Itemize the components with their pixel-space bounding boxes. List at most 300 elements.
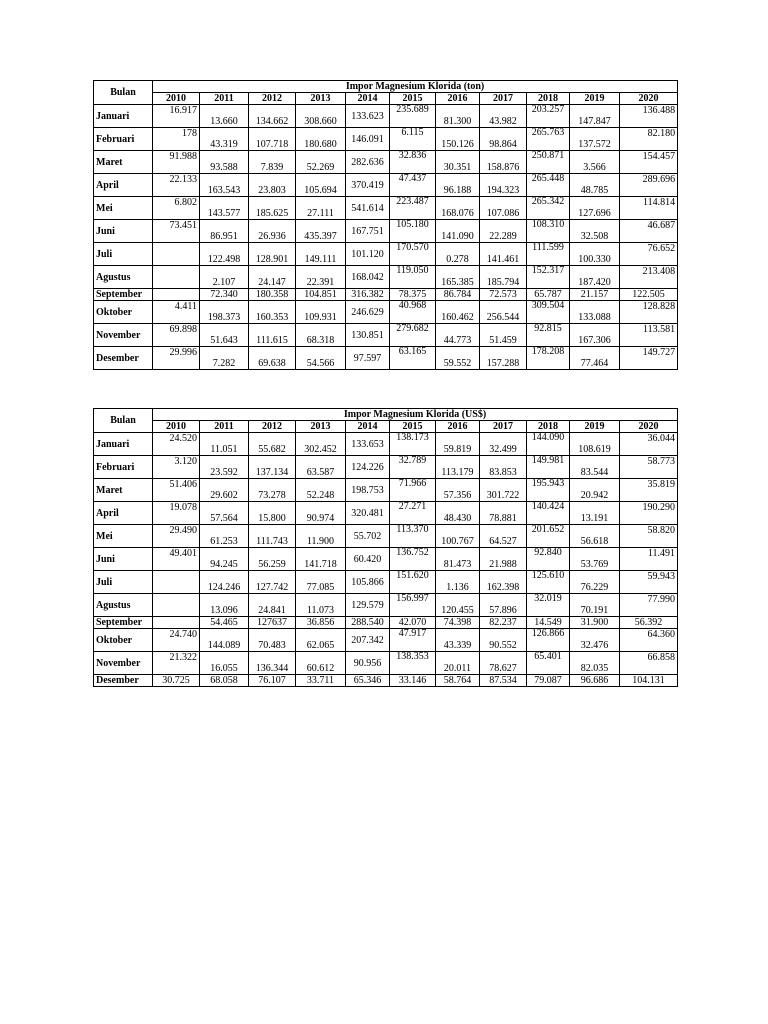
value-cell: 114.814 bbox=[620, 197, 678, 220]
value-cell: 76.107 bbox=[249, 675, 296, 687]
value-cell: 49.401 bbox=[153, 548, 200, 571]
table-row bbox=[94, 525, 678, 548]
value-cell: 119.050 bbox=[390, 266, 436, 289]
month-label: Februari bbox=[94, 128, 153, 151]
value-cell: 127.742 bbox=[249, 571, 296, 594]
value-cell: 122.505 bbox=[620, 289, 678, 301]
value-cell: 136.488 bbox=[620, 105, 678, 128]
month-label: Maret bbox=[94, 151, 153, 174]
value-cell: 6.802 bbox=[153, 197, 200, 220]
year-header: 2011 bbox=[200, 93, 249, 105]
value-cell: 33.711 bbox=[296, 675, 346, 687]
value-cell: 288.540 bbox=[346, 617, 390, 629]
value-cell: 55.702 bbox=[346, 525, 390, 548]
value-cell: 76.652 bbox=[620, 243, 678, 266]
value-cell: 92.840 bbox=[527, 548, 570, 571]
value-cell: 140.424 bbox=[527, 502, 570, 525]
value-cell: 11.073 bbox=[296, 594, 346, 617]
value-cell: 59.943 bbox=[620, 571, 678, 594]
value-cell: 149.111 bbox=[296, 243, 346, 266]
value-cell: 13.096 bbox=[200, 594, 249, 617]
value-cell: 167.751 bbox=[346, 220, 390, 243]
value-cell: 86.951 bbox=[200, 220, 249, 243]
value-cell: 63.165 bbox=[390, 347, 436, 370]
value-cell: 129.579 bbox=[346, 594, 390, 617]
value-cell: 11.491 bbox=[620, 548, 678, 571]
value-cell: 70.191 bbox=[570, 594, 620, 617]
value-cell: 66.858 bbox=[620, 652, 678, 675]
value-cell bbox=[153, 617, 200, 629]
month-label: Mei bbox=[94, 197, 153, 220]
value-cell: 27.111 bbox=[296, 197, 346, 220]
value-cell: 133.623 bbox=[346, 105, 390, 128]
value-cell: 13.660 bbox=[200, 105, 249, 128]
value-cell: 154.457 bbox=[620, 151, 678, 174]
month-label: Juni bbox=[94, 548, 153, 571]
year-header: 2015 bbox=[390, 93, 436, 105]
value-cell: 3.120 bbox=[153, 456, 200, 479]
table-row bbox=[94, 289, 678, 301]
year-header: 2014 bbox=[346, 93, 390, 105]
value-cell: 87.534 bbox=[480, 675, 527, 687]
value-cell: 301.722 bbox=[480, 479, 527, 502]
value-cell: 104.851 bbox=[296, 289, 346, 301]
table-row bbox=[94, 548, 678, 571]
year-header: 2012 bbox=[249, 421, 296, 433]
table-row bbox=[94, 675, 678, 687]
table-title: Impor Magnesium Klorida (US$) bbox=[153, 409, 678, 421]
value-cell: 58.773 bbox=[620, 456, 678, 479]
value-cell: 91.988 bbox=[153, 151, 200, 174]
value-cell: 0.278 bbox=[436, 243, 480, 266]
month-label: Juni bbox=[94, 220, 153, 243]
value-cell: 76.229 bbox=[570, 571, 620, 594]
value-cell: 56.392 bbox=[620, 617, 678, 629]
value-cell: 198.753 bbox=[346, 479, 390, 502]
month-label: April bbox=[94, 502, 153, 525]
value-cell: 92.815 bbox=[527, 324, 570, 347]
value-cell: 105.866 bbox=[346, 571, 390, 594]
usd-table bbox=[93, 408, 678, 687]
value-cell: 250.871 bbox=[527, 151, 570, 174]
value-cell bbox=[153, 571, 200, 594]
value-cell: 124.246 bbox=[200, 571, 249, 594]
value-cell: 147.847 bbox=[570, 105, 620, 128]
year-header: 2020 bbox=[620, 93, 678, 105]
value-cell: 107.718 bbox=[249, 128, 296, 151]
value-cell: 108.619 bbox=[570, 433, 620, 456]
table-row bbox=[94, 617, 678, 629]
value-cell: 52.248 bbox=[296, 479, 346, 502]
value-cell: 32.789 bbox=[390, 456, 436, 479]
value-cell: 77.085 bbox=[296, 571, 346, 594]
value-cell: 541.614 bbox=[346, 197, 390, 220]
table-row bbox=[94, 433, 678, 456]
value-cell: 107.086 bbox=[480, 197, 527, 220]
month-label: Agustus bbox=[94, 594, 153, 617]
value-cell: 65.346 bbox=[346, 675, 390, 687]
value-cell: 29.602 bbox=[200, 479, 249, 502]
value-cell: 57.564 bbox=[200, 502, 249, 525]
month-label: Juli bbox=[94, 571, 153, 594]
value-cell: 190.290 bbox=[620, 502, 678, 525]
table-row bbox=[94, 151, 678, 174]
value-cell: 235.689 bbox=[390, 105, 436, 128]
value-cell: 81.473 bbox=[436, 548, 480, 571]
value-cell: 24.520 bbox=[153, 433, 200, 456]
value-cell: 111.615 bbox=[249, 324, 296, 347]
value-cell: 3.566 bbox=[570, 151, 620, 174]
value-cell: 111.743 bbox=[249, 525, 296, 548]
value-cell: 44.773 bbox=[436, 324, 480, 347]
table-row bbox=[94, 456, 678, 479]
value-cell: 59.552 bbox=[436, 347, 480, 370]
value-cell: 78.375 bbox=[390, 289, 436, 301]
value-cell: 48.430 bbox=[436, 502, 480, 525]
value-cell: 36.856 bbox=[296, 617, 346, 629]
year-header: 2019 bbox=[570, 421, 620, 433]
value-cell: 72.573 bbox=[480, 289, 527, 301]
value-cell: 70.483 bbox=[249, 629, 296, 652]
value-cell: 168.042 bbox=[346, 266, 390, 289]
value-cell: 137.134 bbox=[249, 456, 296, 479]
value-cell: 165.385 bbox=[436, 266, 480, 289]
value-cell: 51.406 bbox=[153, 479, 200, 502]
value-cell: 125.610 bbox=[527, 571, 570, 594]
value-cell: 265.448 bbox=[527, 174, 570, 197]
value-cell: 160.353 bbox=[249, 301, 296, 324]
month-label: Januari bbox=[94, 105, 153, 128]
table-row bbox=[94, 197, 678, 220]
value-cell: 194.323 bbox=[480, 174, 527, 197]
year-header: 2015 bbox=[390, 421, 436, 433]
table-row bbox=[94, 652, 678, 675]
value-cell: 47.437 bbox=[390, 174, 436, 197]
value-cell: 29.996 bbox=[153, 347, 200, 370]
value-cell: 16.055 bbox=[200, 652, 249, 675]
month-label: Juli bbox=[94, 243, 153, 266]
value-cell: 55.682 bbox=[249, 433, 296, 456]
value-cell: 78.881 bbox=[480, 502, 527, 525]
value-cell: 320.481 bbox=[346, 502, 390, 525]
value-cell: 78.627 bbox=[480, 652, 527, 675]
value-cell: 128.901 bbox=[249, 243, 296, 266]
value-cell: 127.696 bbox=[570, 197, 620, 220]
value-cell: 167.306 bbox=[570, 324, 620, 347]
value-cell: 13.191 bbox=[570, 502, 620, 525]
month-label: November bbox=[94, 652, 153, 675]
value-cell: 203.257 bbox=[527, 105, 570, 128]
value-cell: 73.451 bbox=[153, 220, 200, 243]
value-cell: 33.146 bbox=[390, 675, 436, 687]
value-cell: 82.237 bbox=[480, 617, 527, 629]
value-cell: 90.974 bbox=[296, 502, 346, 525]
value-cell: 65.401 bbox=[527, 652, 570, 675]
value-cell: 101.120 bbox=[346, 243, 390, 266]
value-cell: 108.310 bbox=[527, 220, 570, 243]
table-row bbox=[94, 594, 678, 617]
value-cell: 83.544 bbox=[570, 456, 620, 479]
value-cell: 124.226 bbox=[346, 456, 390, 479]
value-cell: 61.253 bbox=[200, 525, 249, 548]
value-cell: 201.652 bbox=[527, 525, 570, 548]
bulan-header: Bulan bbox=[94, 81, 153, 105]
year-header: 2012 bbox=[249, 93, 296, 105]
value-cell: 24.147 bbox=[249, 266, 296, 289]
value-cell: 113.581 bbox=[620, 324, 678, 347]
table-row bbox=[94, 220, 678, 243]
table-row bbox=[94, 243, 678, 266]
value-cell: 96.188 bbox=[436, 174, 480, 197]
value-cell: 4.411 bbox=[153, 301, 200, 324]
month-label: Januari bbox=[94, 433, 153, 456]
value-cell: 149.727 bbox=[620, 347, 678, 370]
table-row bbox=[94, 128, 678, 151]
value-cell: 168.076 bbox=[436, 197, 480, 220]
value-cell: 43.319 bbox=[200, 128, 249, 151]
value-cell: 27.271 bbox=[390, 502, 436, 525]
value-cell bbox=[153, 594, 200, 617]
value-cell: 32.476 bbox=[570, 629, 620, 652]
month-label: September bbox=[94, 617, 153, 629]
value-cell: 40.968 bbox=[390, 301, 436, 324]
value-cell: 60.612 bbox=[296, 652, 346, 675]
year-header: 2017 bbox=[480, 93, 527, 105]
month-label: Desember bbox=[94, 675, 153, 687]
value-cell: 59.819 bbox=[436, 433, 480, 456]
value-cell: 109.931 bbox=[296, 301, 346, 324]
year-header: 2017 bbox=[480, 421, 527, 433]
value-cell: 185.625 bbox=[249, 197, 296, 220]
value-cell: 72.340 bbox=[200, 289, 249, 301]
value-cell: 180.358 bbox=[249, 289, 296, 301]
value-cell: 82.180 bbox=[620, 128, 678, 151]
value-cell: 282.636 bbox=[346, 151, 390, 174]
value-cell: 133.088 bbox=[570, 301, 620, 324]
value-cell: 105.180 bbox=[390, 220, 436, 243]
value-cell: 24.740 bbox=[153, 629, 200, 652]
year-header: 2016 bbox=[436, 421, 480, 433]
value-cell: 30.725 bbox=[153, 675, 200, 687]
value-cell: 7.282 bbox=[200, 347, 249, 370]
value-cell: 69.898 bbox=[153, 324, 200, 347]
value-cell: 265.763 bbox=[527, 128, 570, 151]
table-row bbox=[94, 571, 678, 594]
value-cell: 63.587 bbox=[296, 456, 346, 479]
value-cell: 64.360 bbox=[620, 629, 678, 652]
year-header: 2010 bbox=[153, 93, 200, 105]
value-cell: 29.490 bbox=[153, 525, 200, 548]
value-cell: 58.764 bbox=[436, 675, 480, 687]
value-cell: 54.465 bbox=[200, 617, 249, 629]
value-cell: 256.544 bbox=[480, 301, 527, 324]
value-cell: 198.373 bbox=[200, 301, 249, 324]
value-cell: 65.787 bbox=[527, 289, 570, 301]
value-cell: 2.107 bbox=[200, 266, 249, 289]
month-label: September bbox=[94, 289, 153, 301]
value-cell: 6.115 bbox=[390, 128, 436, 151]
value-cell: 32.499 bbox=[480, 433, 527, 456]
value-cell: 185.794 bbox=[480, 266, 527, 289]
value-cell: 149.981 bbox=[527, 456, 570, 479]
value-cell: 170.570 bbox=[390, 243, 436, 266]
value-cell: 316.382 bbox=[346, 289, 390, 301]
value-cell: 127637 bbox=[249, 617, 296, 629]
value-cell: 56.618 bbox=[570, 525, 620, 548]
table-row bbox=[94, 502, 678, 525]
value-cell: 64.527 bbox=[480, 525, 527, 548]
value-cell: 79.087 bbox=[527, 675, 570, 687]
value-cell: 163.543 bbox=[200, 174, 249, 197]
value-cell: 35.819 bbox=[620, 479, 678, 502]
value-cell: 113.179 bbox=[436, 456, 480, 479]
value-cell: 130.851 bbox=[346, 324, 390, 347]
value-cell: 146.091 bbox=[346, 128, 390, 151]
value-cell: 289.696 bbox=[620, 174, 678, 197]
value-cell: 57.896 bbox=[480, 594, 527, 617]
year-header: 2013 bbox=[296, 93, 346, 105]
table-row bbox=[94, 324, 678, 347]
month-label: Desember bbox=[94, 347, 153, 370]
value-cell: 162.398 bbox=[480, 571, 527, 594]
value-cell: 21.322 bbox=[153, 652, 200, 675]
value-cell: 126.866 bbox=[527, 629, 570, 652]
value-cell: 32.836 bbox=[390, 151, 436, 174]
value-cell: 53.769 bbox=[570, 548, 620, 571]
value-cell: 57.356 bbox=[436, 479, 480, 502]
value-cell: 43.339 bbox=[436, 629, 480, 652]
value-cell: 31.900 bbox=[570, 617, 620, 629]
value-cell: 82.035 bbox=[570, 652, 620, 675]
value-cell: 370.419 bbox=[346, 174, 390, 197]
value-cell: 136.752 bbox=[390, 548, 436, 571]
table-row bbox=[94, 174, 678, 197]
value-cell: 26.936 bbox=[249, 220, 296, 243]
value-cell: 157.288 bbox=[480, 347, 527, 370]
value-cell: 435.397 bbox=[296, 220, 346, 243]
value-cell: 138.353 bbox=[390, 652, 436, 675]
ton-table bbox=[93, 80, 678, 370]
value-cell: 302.452 bbox=[296, 433, 346, 456]
value-cell: 51.643 bbox=[200, 324, 249, 347]
value-cell: 195.943 bbox=[527, 479, 570, 502]
value-cell: 141.090 bbox=[436, 220, 480, 243]
value-cell: 122.498 bbox=[200, 243, 249, 266]
value-cell: 20.011 bbox=[436, 652, 480, 675]
value-cell: 90.956 bbox=[346, 652, 390, 675]
value-cell: 22.133 bbox=[153, 174, 200, 197]
value-cell: 47.917 bbox=[390, 629, 436, 652]
value-cell: 69.638 bbox=[249, 347, 296, 370]
value-cell: 213.408 bbox=[620, 266, 678, 289]
value-cell: 141.718 bbox=[296, 548, 346, 571]
value-cell: 46.687 bbox=[620, 220, 678, 243]
value-cell: 152.317 bbox=[527, 266, 570, 289]
value-cell: 138.173 bbox=[390, 433, 436, 456]
value-cell: 144.089 bbox=[200, 629, 249, 652]
value-cell bbox=[153, 289, 200, 301]
value-cell: 207.342 bbox=[346, 629, 390, 652]
table-row bbox=[94, 629, 678, 652]
value-cell: 23.803 bbox=[249, 174, 296, 197]
value-cell: 246.629 bbox=[346, 301, 390, 324]
value-cell: 77.464 bbox=[570, 347, 620, 370]
value-cell: 96.686 bbox=[570, 675, 620, 687]
table-row bbox=[94, 301, 678, 324]
value-cell: 16.917 bbox=[153, 105, 200, 128]
value-cell: 11.051 bbox=[200, 433, 249, 456]
value-cell bbox=[153, 266, 200, 289]
value-cell: 48.785 bbox=[570, 174, 620, 197]
value-cell: 120.455 bbox=[436, 594, 480, 617]
year-header: 2020 bbox=[620, 421, 678, 433]
value-cell: 1.136 bbox=[436, 571, 480, 594]
value-cell: 150.126 bbox=[436, 128, 480, 151]
value-cell: 156.997 bbox=[390, 594, 436, 617]
value-cell: 143.577 bbox=[200, 197, 249, 220]
table-row bbox=[94, 479, 678, 502]
table-title: Impor Magnesium Klorida (ton) bbox=[153, 81, 678, 93]
value-cell: 14.549 bbox=[527, 617, 570, 629]
value-cell bbox=[153, 243, 200, 266]
value-cell: 83.853 bbox=[480, 456, 527, 479]
year-header: 2010 bbox=[153, 421, 200, 433]
value-cell: 22.289 bbox=[480, 220, 527, 243]
value-cell: 180.680 bbox=[296, 128, 346, 151]
value-cell: 52.269 bbox=[296, 151, 346, 174]
value-cell: 68.058 bbox=[200, 675, 249, 687]
table-row bbox=[94, 347, 678, 370]
value-cell: 187.420 bbox=[570, 266, 620, 289]
year-header: 2018 bbox=[527, 93, 570, 105]
value-cell: 23.592 bbox=[200, 456, 249, 479]
value-cell: 128.828 bbox=[620, 301, 678, 324]
value-cell: 136.344 bbox=[249, 652, 296, 675]
value-cell: 160.462 bbox=[436, 301, 480, 324]
value-cell: 178.208 bbox=[527, 347, 570, 370]
value-cell: 141.461 bbox=[480, 243, 527, 266]
value-cell: 111.599 bbox=[527, 243, 570, 266]
value-cell: 113.370 bbox=[390, 525, 436, 548]
value-cell: 42.070 bbox=[390, 617, 436, 629]
value-cell: 104.131 bbox=[620, 675, 678, 687]
month-label: Agustus bbox=[94, 266, 153, 289]
value-cell: 32.019 bbox=[527, 594, 570, 617]
value-cell: 133.653 bbox=[346, 433, 390, 456]
value-cell: 36.044 bbox=[620, 433, 678, 456]
value-cell: 158.876 bbox=[480, 151, 527, 174]
bulan-header: Bulan bbox=[94, 409, 153, 433]
month-label: Mei bbox=[94, 525, 153, 548]
value-cell: 68.318 bbox=[296, 324, 346, 347]
value-cell: 90.552 bbox=[480, 629, 527, 652]
month-label: Februari bbox=[94, 456, 153, 479]
value-cell: 151.620 bbox=[390, 571, 436, 594]
value-cell: 30.351 bbox=[436, 151, 480, 174]
value-cell: 74.398 bbox=[436, 617, 480, 629]
value-cell: 100.767 bbox=[436, 525, 480, 548]
value-cell: 56.259 bbox=[249, 548, 296, 571]
value-cell: 43.982 bbox=[480, 105, 527, 128]
value-cell: 73.278 bbox=[249, 479, 296, 502]
month-label: Oktober bbox=[94, 301, 153, 324]
table-row bbox=[94, 105, 678, 128]
value-cell: 7.839 bbox=[249, 151, 296, 174]
value-cell: 98.864 bbox=[480, 128, 527, 151]
value-cell: 100.330 bbox=[570, 243, 620, 266]
value-cell: 62.065 bbox=[296, 629, 346, 652]
value-cell: 265.342 bbox=[527, 197, 570, 220]
